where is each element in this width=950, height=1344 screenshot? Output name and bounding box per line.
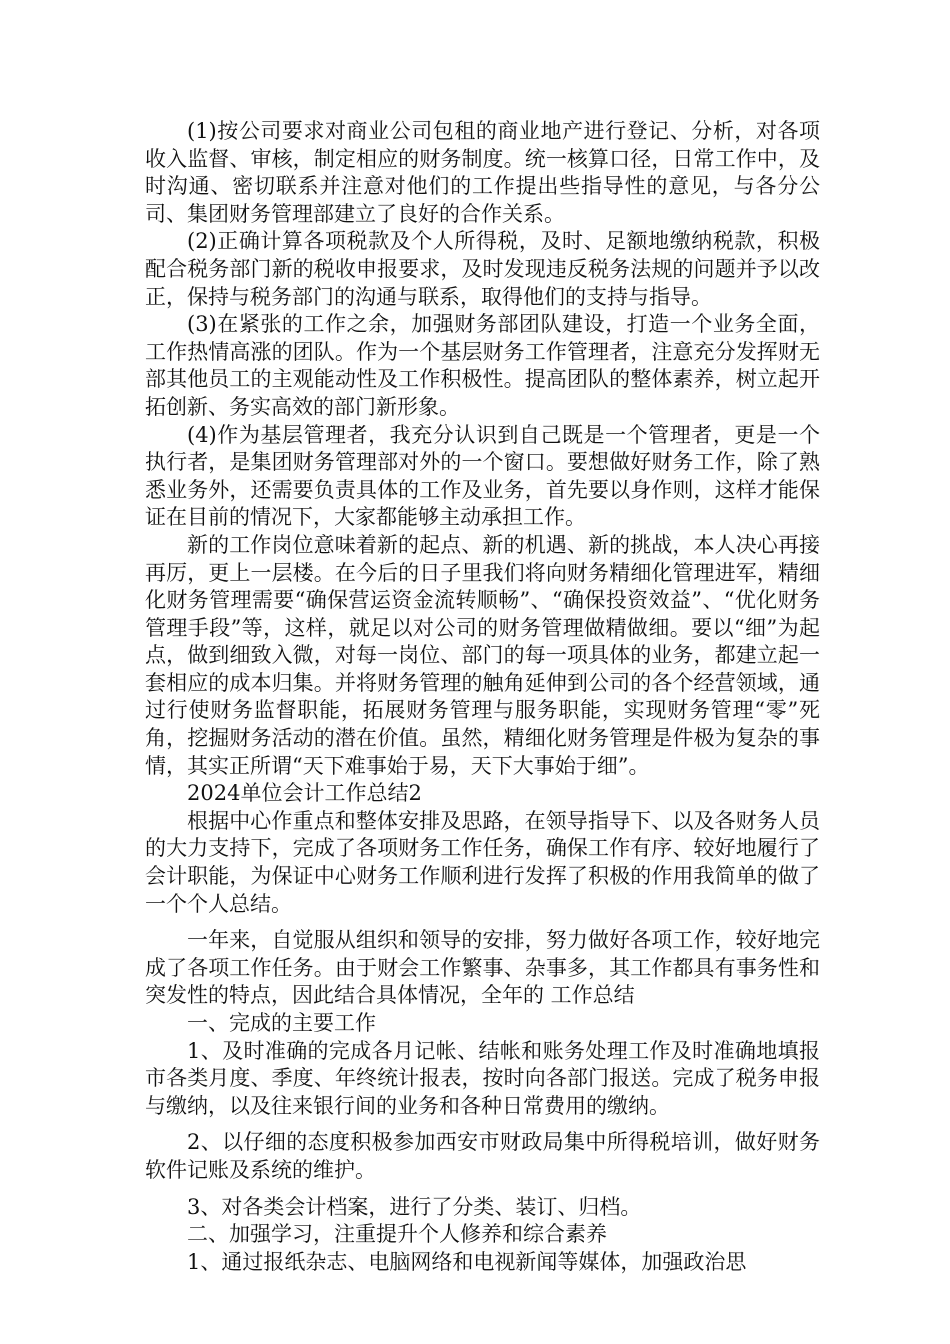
paragraph-intro: 根据中心作重点和整体安排及思路，在领导指导下、以及各财务人员的大力支持下，完成了各项财务工作任务，确保工作有序、较好地履行了会计职能，为保证中心财务工作顺利进行发挥了积极的作用我简单的做了一个个人总结。 bbox=[145, 808, 820, 916]
list-item-work-3: 3、对各类会计档案，进行了分类、装订、归档。 bbox=[187, 1194, 642, 1219]
paragraph-conclusion: 新的工作岗位意味着新的起点、新的机遇、新的挑战，本人决心再接再厉，更上一层楼。在今后的日子里我们将向财务精细化管理进军，精细化财务管理需要“确保营运资金流转顺畅”、“确保投资效益”、“优化财务管理手段”等，这样，就足以对公司的财务管理做精做细。要以“细”为起点，做到细致入微，对每一岗位、部门的每一项具体的业务，都建立起一套相应的成本归集。并将财务管理的触角延伸到公司的各个经营领域，通过行使财务监督职能，拓展财务管理与服务职能，实现财务管理“零”死角，挖掘财务活动的潜在价值。虽然，精细化财务管理是件极为复杂的事情，其实正所谓“天下难事始于易，天下大事始于细”。 bbox=[145, 532, 820, 778]
subheading-learning: 二、加强学习，注重提升个人修养和综合素养 bbox=[187, 1222, 607, 1247]
paragraph-item-2: (2)正确计算各项税款及个人所得税，及时、足额地缴纳税款，积极配合税务部门新的税收申报要求，及时发现违反税务法规的问题并予以改正，保持与税务部门的沟通与联系，取得他们的支持与指导。 bbox=[145, 229, 820, 309]
list-item-work-2: 2、以仔细的态度积极参加西安市财政局集中所得税培训，做好财务软件记账及系统的维护。 bbox=[145, 1130, 820, 1182]
list-item-learning-1: 1、通过报纸杂志、电脑网络和电视新闻等媒体，加强政治思 bbox=[187, 1249, 747, 1274]
subheading-main-work: 一、完成的主要工作 bbox=[187, 1011, 376, 1035]
paragraph-item-1: (1)按公司要求对商业公司包租的商业地产进行登记、分析，对各项收入监督、审核，制定相应的财务制度。统一核算口径，日常工作中，及时沟通、密切联系并注意对他们的工作提出些指导性的意见，与各分公司、集团财务管理部建立了良好的合作关系。 bbox=[145, 119, 820, 226]
paragraph-year-summary: 一年来，自觉服从组织和领导的安排，努力做好各项工作，较好地完成了各项工作任务。由于财会工作繁事、杂事多，其工作都具有事务性和突发性的特点，因此结合具体情况，全年的 工作总结 bbox=[145, 928, 820, 1008]
section-title: 2024单位会计工作总结2 bbox=[187, 781, 422, 806]
list-item-work-1: 1、及时准确的完成各月记帐、结帐和账务处理工作及时准确地填报市各类月度、季度、年终统计报表，按时向各部门报送。完成了税务申报与缴纳，以及往来银行间的业务和各种日常费用的缴纳。 bbox=[145, 1038, 820, 1118]
paragraph-item-3: (3)在紧张的工作之余，加强财务部团队建设，打造一个业务全面，工作热情高涨的团队。作为一个基层财务工作管理者，注意充分发挥财无部其他员工的主观能动性及工作积极性。提高团队的整体素养，树立起开拓创新、务实高效的部门新形象。 bbox=[145, 312, 820, 419]
document-body bbox=[145, 118, 820, 1276]
paragraph-item-4: (4)作为基层管理者，我充分认识到自己既是一个管理者，更是一个执行者，是集团财务管理部对外的一个窗口。要想做好财务工作，除了熟悉业务外，还需要负责具体的工作及业务，首先要以身作则，这样才能保证在目前的情况下，大家都能够主动承担工作。 bbox=[145, 422, 820, 530]
